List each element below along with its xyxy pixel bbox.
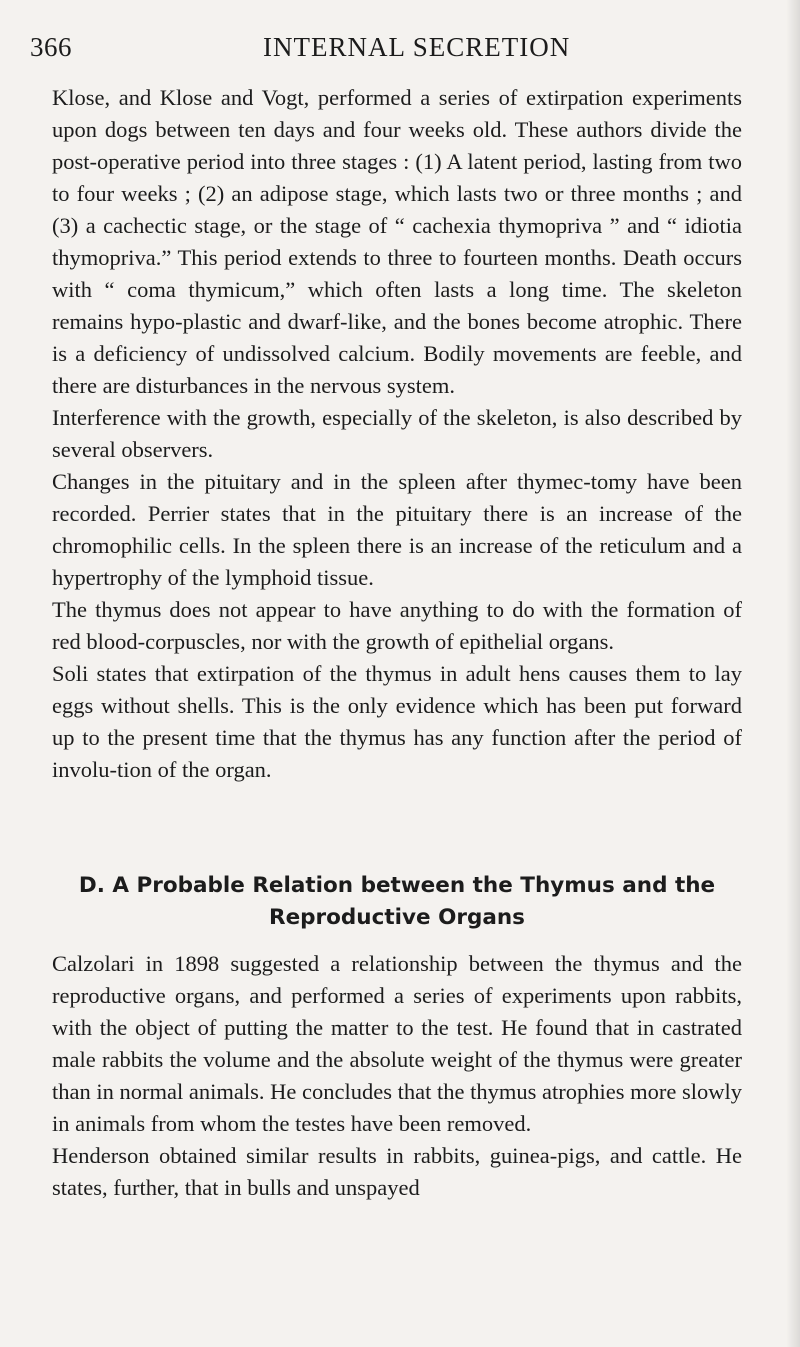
section-heading-line: Reproductive Organs: [269, 905, 525, 930]
paragraph: Calzolari in 1898 suggested a relationship between the thymus and the reproductive organs, and performed a series of experiments upon rabbits, with the object of putting the matter to the test. He found that in castrated male rabbits the volume and the absolute weight of the thymus were greater than in normal animals. He concludes that the thymus atrophies more slowly in animals from whom the testes have been removed.: [52, 951, 742, 1136]
page-header: [30, 32, 775, 68]
paragraph: Changes in the pituitary and in the spleen after thymec-tomy have been recorded. Perrier states that in the pituitary there is an increase of the chromophilic cells. In the spleen there is an increase of the reticulum and a hypertrophy of the lymphoid tissue.: [52, 469, 742, 590]
page-number: 366: [30, 32, 72, 62]
body-text-section-c: [52, 82, 742, 786]
page-edge-shadow: [786, 0, 800, 1347]
paragraph: Klose, and Klose and Vogt, performed a series of extirpation experiments upon dogs between ten days and four weeks old. These authors divide the post-operative period into three stages : (1) A latent period, lasting from two to four weeks ; (2) an adipose stage, which lasts two or three months ; and (3) a cachectic stage, or the stage of “ cachexia thymopriva ” and “ idiotia thymopriva.” This period extends to three to fourteen months. Death occurs with “ coma thymicum,” which often lasts a long time. The skeleton remains hypo-plastic and dwarf-like, and the bones become atrophic. There is a deficiency of undissolved calcium. Bodily movements are feeble, and there are disturbances in the nervous system.: [52, 85, 742, 398]
paragraph: Soli states that extirpation of the thymus in adult hens causes them to lay eggs without shells. This is the only evidence which has been put forward up to the present time that the thymus has any function after the period of involu-tion of the organ.: [52, 661, 742, 782]
paragraph: Interference with the growth, especially of the skeleton, is also described by several observers.: [52, 405, 742, 462]
section-heading-line: D. A Probable Relation between the Thymus and the: [78, 873, 716, 898]
running-head: INTERNAL SECRETION: [263, 32, 571, 62]
paragraph: The thymus does not appear to have anything to do with the formation of red blood-corpuscles, nor with the growth of epithelial organs.: [52, 597, 742, 654]
paragraph: Henderson obtained similar results in rabbits, guinea-pigs, and cattle. He states, further, that in bulls and unspayed: [52, 1143, 742, 1200]
section-heading: [52, 870, 742, 934]
body-text-section-d: [52, 948, 742, 1204]
